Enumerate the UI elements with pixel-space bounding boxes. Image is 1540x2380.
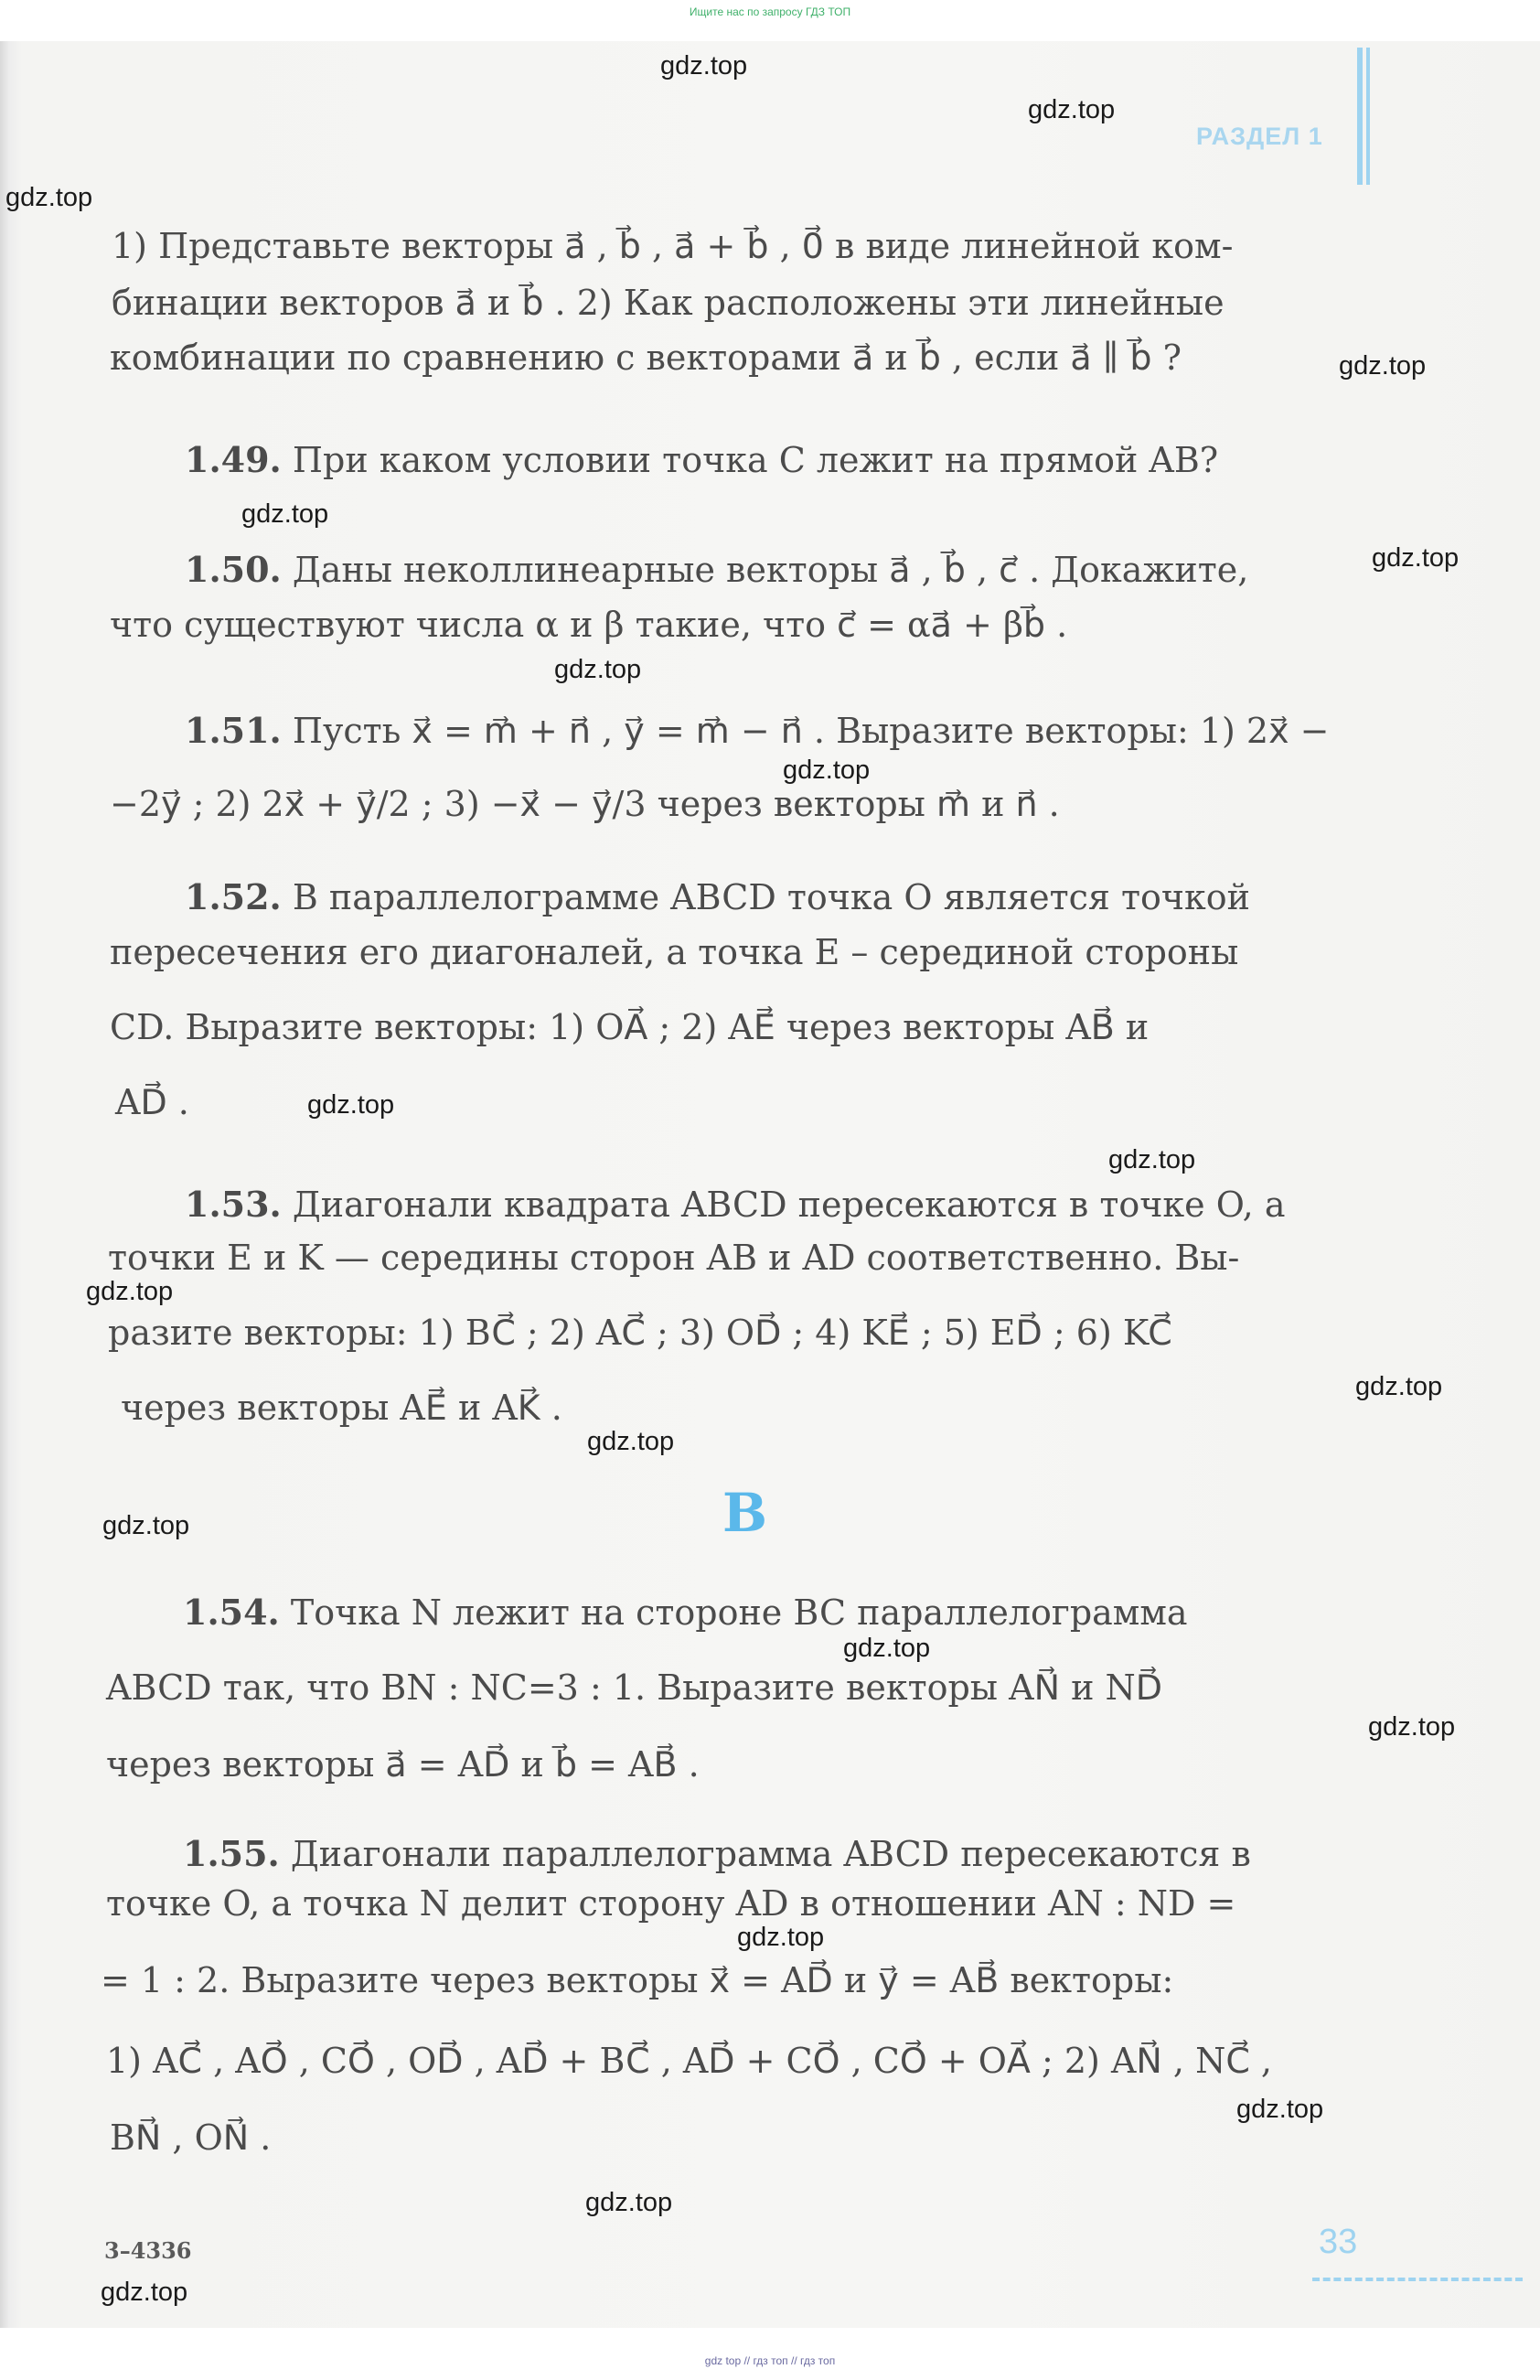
problem-1-49 xyxy=(185,439,1219,480)
watermark: gdz.top xyxy=(660,51,748,80)
text-line: что существуют числа α и β такие, что c⃗ = αa⃗ + βb⃗ . xyxy=(110,605,1068,645)
watermark: gdz.top xyxy=(307,1090,395,1120)
text-line: пересечения его диагоналей, а точка E – серединой стороны xyxy=(110,932,1239,972)
section-bar xyxy=(1366,48,1370,185)
problem-number: 1.52. xyxy=(185,876,282,917)
watermark: gdz.top xyxy=(843,1634,931,1663)
text-line: через векторы a⃗ = AD⃗ и b⃗ = AB⃗ . xyxy=(106,1744,700,1785)
text-line: BN⃗ , ON⃗ . xyxy=(110,2117,272,2158)
problem-number: 1.49. xyxy=(185,439,282,480)
text-line: 1) AC⃗ , AO⃗ , CO⃗ , OD⃗ , AD⃗ + BC⃗ , AD⃗ + CO⃗ , CO⃗ + OA⃗ ; 2) AN⃗ , NC⃗ , xyxy=(106,2041,1273,2081)
watermark: gdz.top xyxy=(1372,543,1460,573)
problem-1-52 xyxy=(185,876,1250,917)
problem-number: 1.51. xyxy=(185,710,282,751)
text-line: точки E и K — середины сторон AB и AD соответственно. Вы- xyxy=(108,1238,1240,1278)
header-search-link[interactable]: Ищите нас по запросу ГДЗ ТОП xyxy=(689,5,851,18)
section-b-heading: B xyxy=(722,1482,768,1544)
problem-text: Пусть x⃗ = m⃗ + n⃗ , y⃗ = m⃗ − n⃗ . Выразите векторы: 1) 2x⃗ − xyxy=(281,711,1330,751)
watermark: gdz.top xyxy=(1368,1712,1456,1742)
page-number-rule xyxy=(1312,2278,1523,2281)
text-line: ABCD так, что BN : NC=3 : 1. Выразите векторы AN⃗ и ND⃗ xyxy=(106,1667,1162,1708)
text-line: 1) Представьте векторы a⃗ , b⃗ , a⃗ + b⃗ , 0⃗ в виде линейной ком- xyxy=(112,226,1234,266)
watermark: gdz.top xyxy=(737,1923,825,1952)
watermark: gdz.top xyxy=(1339,351,1427,381)
problem-text: В параллелограмме ABCD точка O является точкой xyxy=(281,877,1250,917)
problem-number: 1.54. xyxy=(183,1592,280,1633)
watermark: gdz.top xyxy=(1236,2095,1324,2124)
watermark: gdz.top xyxy=(241,499,329,529)
text-line: точке O, а точка N делит сторону AD в отношении AN : ND = xyxy=(106,1883,1236,1924)
problem-text: При каком условии точка C лежит на прямой AB? xyxy=(281,440,1219,480)
watermark: gdz.top xyxy=(102,1511,190,1540)
problem-text: Даны неколлинеарные векторы a⃗ , b⃗ , c⃗ . Докажите, xyxy=(281,550,1249,590)
problem-1-53 xyxy=(185,1184,1286,1225)
watermark: gdz.top xyxy=(554,655,642,684)
problem-number: 1.55. xyxy=(183,1833,280,1874)
problem-1-54 xyxy=(183,1592,1188,1633)
text-line: AD⃗ . xyxy=(115,1082,189,1122)
text-line: = 1 : 2. Выразите через векторы x⃗ = AD⃗ и y⃗ = AB⃗ векторы: xyxy=(101,1960,1174,2000)
problem-1-51 xyxy=(185,710,1330,751)
watermark: gdz.top xyxy=(1108,1145,1196,1174)
watermark: gdz.top xyxy=(1028,95,1116,124)
problem-text: Точка N лежит на стороне BC параллелограмма xyxy=(279,1592,1188,1633)
problem-1-50 xyxy=(185,549,1249,590)
section-label: РАЗДЕЛ 1 xyxy=(1196,123,1323,150)
text-line: через векторы AE⃗ и AK⃗ . xyxy=(121,1388,562,1428)
problem-text: Диагонали параллелограмма ABCD пересекаются в xyxy=(279,1834,1251,1874)
text-line: разите векторы: 1) BC⃗ ; 2) AC⃗ ; 3) OD⃗ ; 4) KE⃗ ; 5) ED⃗ ; 6) KC⃗ xyxy=(108,1313,1172,1353)
text-line: комбинации по сравнению с векторами a⃗ и b⃗ , если a⃗ ∥ b⃗ ? xyxy=(110,338,1182,378)
problem-text: Диагонали квадрата ABCD пересекаются в точке O, а xyxy=(281,1185,1286,1225)
section-bar xyxy=(1357,48,1363,185)
footer-links[interactable]: gdz top // гдз топ // гдз топ xyxy=(704,2354,836,2367)
watermark: gdz.top xyxy=(783,756,871,785)
text-line: бинации векторов a⃗ и b⃗ . 2) Как расположены эти линейные xyxy=(112,283,1225,323)
text-line: CD. Выразите векторы: 1) OA⃗ ; 2) AE⃗ через векторы AB⃗ и xyxy=(110,1007,1150,1047)
print-code: 3–4336 xyxy=(104,2237,192,2264)
watermark: gdz.top xyxy=(1355,1372,1443,1401)
page-number: 33 xyxy=(1319,2223,1358,2261)
watermark: gdz.top xyxy=(585,2188,673,2217)
problem-number: 1.53. xyxy=(185,1184,282,1225)
problem-number: 1.50. xyxy=(185,549,282,590)
watermark: gdz.top xyxy=(587,1427,675,1456)
text-line: −2y⃗ ; 2) 2x⃗ + y⃗/2 ; 3) −x⃗ − y⃗/3 через векторы m⃗ и n⃗ . xyxy=(110,784,1060,824)
watermark: gdz.top xyxy=(86,1277,174,1306)
watermark: gdz.top xyxy=(5,183,93,212)
watermark: gdz.top xyxy=(101,2278,188,2307)
problem-1-55 xyxy=(183,1833,1251,1874)
